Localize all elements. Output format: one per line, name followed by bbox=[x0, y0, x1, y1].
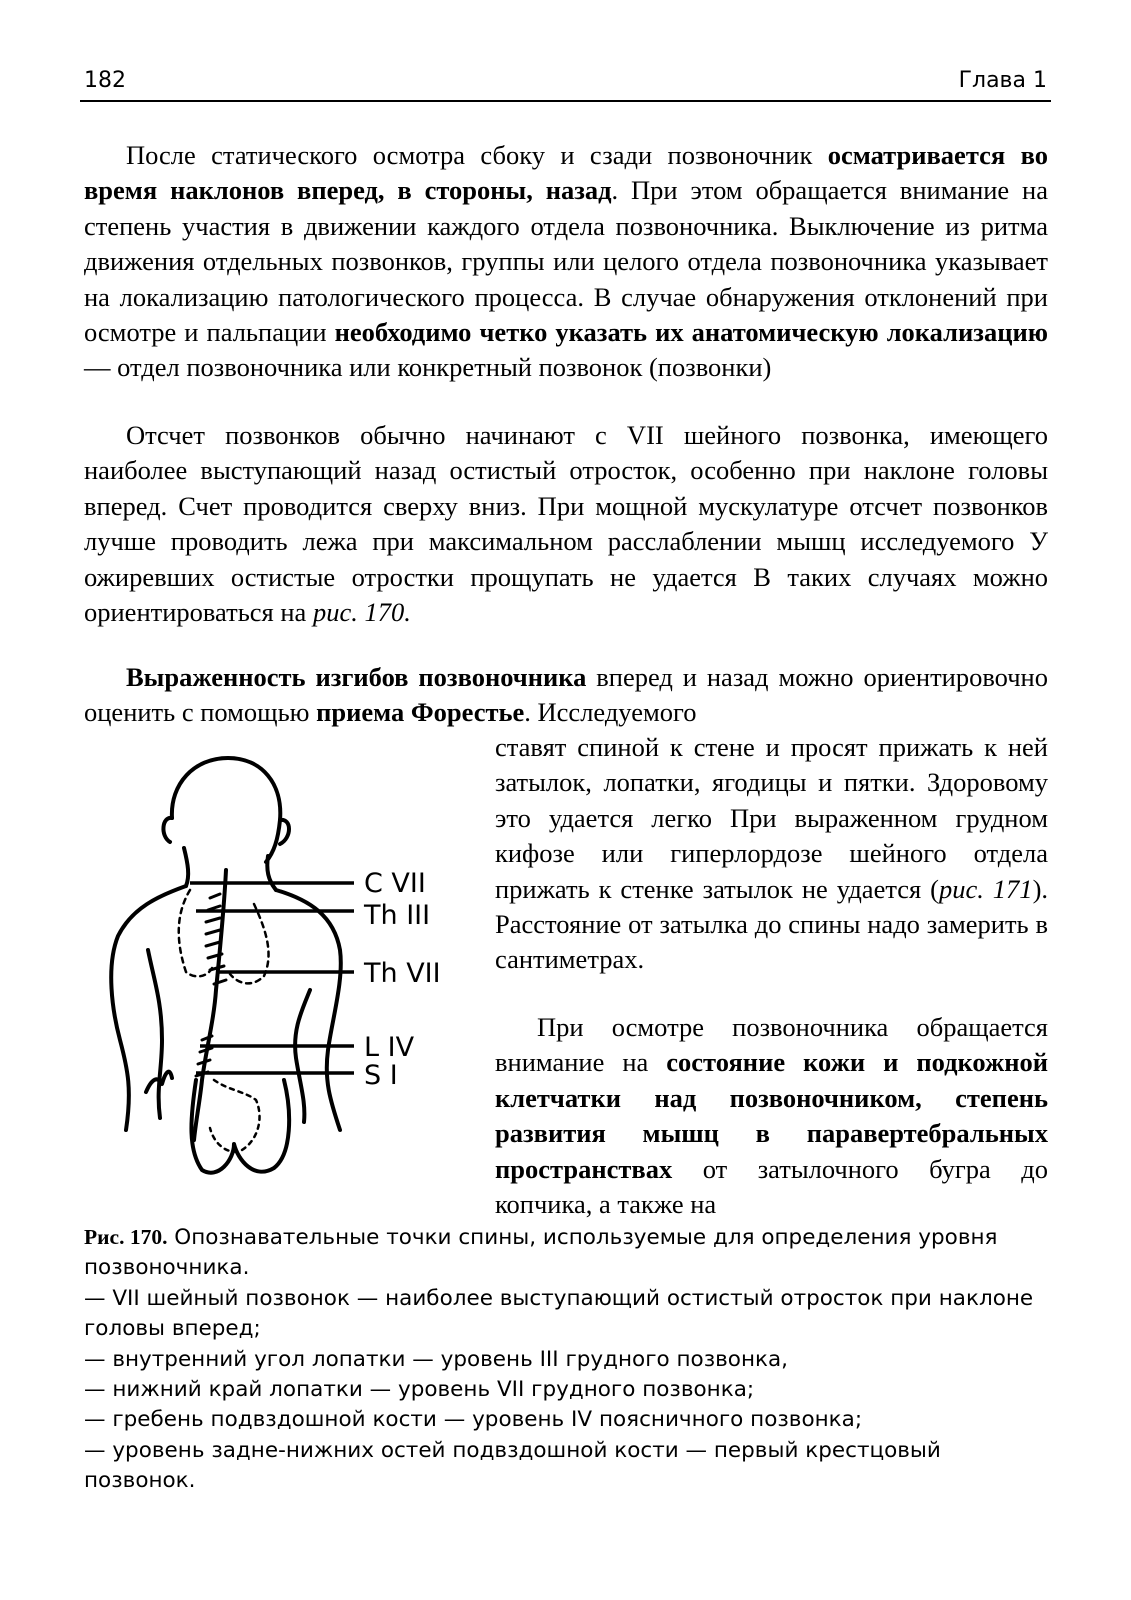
paragraph-1 bbox=[84, 138, 1048, 386]
left-torso bbox=[148, 950, 162, 1118]
text-span: — отдел позвоночника или конкретный позвонок (позвонки) bbox=[84, 352, 772, 383]
level-label-s1: S I bbox=[364, 1060, 398, 1091]
bold-span: осматривается во время наклонов вперед, в стороны, назад bbox=[84, 140, 1048, 206]
left-shoulder-arm bbox=[111, 886, 186, 1130]
bold-span: приема Форестье bbox=[316, 697, 525, 728]
sacrum bbox=[210, 1080, 260, 1152]
caption-title bbox=[84, 1222, 1048, 1284]
figure-caption bbox=[84, 1222, 1048, 1497]
paragraph-3-continued bbox=[495, 730, 1048, 978]
text-span: вперед и назад можно ориентировочно оценить с помощью bbox=[84, 662, 1048, 728]
text-span: ). Расстояние от затылка до спины надо замерить в сантиметрах. bbox=[495, 873, 1049, 975]
neck-left bbox=[184, 848, 188, 886]
page-number: 182 bbox=[84, 68, 126, 93]
caption-label: Рис. 170. bbox=[84, 1225, 168, 1249]
paragraph-2 bbox=[84, 418, 1048, 630]
header-rule bbox=[80, 100, 1051, 102]
right-torso bbox=[295, 990, 310, 1122]
caption-item: — внутренний угол лопатки — уровень III грудного позвонка, bbox=[84, 1346, 788, 1372]
figure-reference: рис. 170. bbox=[312, 597, 411, 628]
ear-left bbox=[163, 818, 172, 842]
caption-item: — нижний край лопатки — уровень VII грудного позвонка; bbox=[84, 1377, 755, 1403]
caption-item: — VII шейный позвонок — наиболее выступающий остистый отросток при наклоне головы вперед; bbox=[84, 1285, 1034, 1342]
bold-span: Выраженность изгибов позвоночника bbox=[126, 662, 587, 692]
caption-item: — гребень подвздошной кости — уровень IV поясничного позвонка; bbox=[84, 1407, 863, 1433]
text-span: ставят спиной к стене и просят прижать к ней затылок, лопатки, ягодицы и пятки. Здоровому это удается легко При выраженном грудном кифозе или гиперлордозе шейного отдела прижать к стенке затылок не удается ( bbox=[495, 732, 1048, 904]
text-span: от затылочного бугра до копчика, а также на bbox=[495, 1153, 1048, 1220]
back-illustration bbox=[78, 740, 490, 1210]
text-span: После статического осмотра сбоку и сзади позвоночник bbox=[126, 140, 828, 170]
text-span: . Исследуемого bbox=[524, 697, 697, 728]
level-lines bbox=[190, 883, 354, 1073]
level-label-l4: L IV bbox=[364, 1032, 415, 1063]
figure-170 bbox=[78, 740, 490, 1210]
level-label-c7: C VII bbox=[364, 868, 426, 899]
caption-title-text: Опознавательные точки спины, используемые для определения уровня позвоночника. bbox=[84, 1225, 998, 1281]
level-label-th3: Th III bbox=[364, 900, 431, 931]
chapter-title: Глава 1 bbox=[958, 68, 1047, 93]
text-span: Отсчет позвонков обычно начинают с VII шейного позвонка, имеющего наиболее выступающий назад остистый отросток, особенно при наклоне головы вперед. Счет проводится сверху вниз. При мощной мускулатуре отсчет позвонков лучше проводить лежа при максимальном расслаблении мышц исследуемого У ожиревших остистые отростки прощупать не удается В таких случаях можно ориентироваться на bbox=[84, 420, 1048, 628]
caption-item: — уровень задне-нижних остей подвздошной кости — первый крестцовый позвонок. bbox=[84, 1437, 941, 1494]
figure-reference: рис. 171 bbox=[938, 873, 1033, 904]
neck-right bbox=[267, 856, 276, 890]
text-span: При осмотре позвоночника обращается внимание на bbox=[495, 1012, 1048, 1078]
head-outline bbox=[172, 758, 280, 862]
page-header bbox=[80, 68, 1051, 102]
buttocks bbox=[191, 1080, 289, 1173]
bold-span: необходимо четко указать их анатомическую локализацию bbox=[334, 317, 1048, 348]
paragraph-4 bbox=[495, 1010, 1048, 1222]
text-span: . При этом обращается внимание на степень участия в движении каждого отдела позвоночника. Выключение из ритма движения отдельных позвонков, группы или целого отдела позвоночника указывает на локализацию патологического процесса. В случае обнаружения отклонений при осмотре и пальпации bbox=[84, 175, 1049, 348]
paragraph-3 bbox=[84, 660, 1048, 731]
bold-span: состояние кожи и подкожной клетчатки над позвоночником, степень развития мышц в паравертебральных пространствах bbox=[495, 1047, 1049, 1184]
level-label-th7: Th VII bbox=[364, 958, 441, 989]
